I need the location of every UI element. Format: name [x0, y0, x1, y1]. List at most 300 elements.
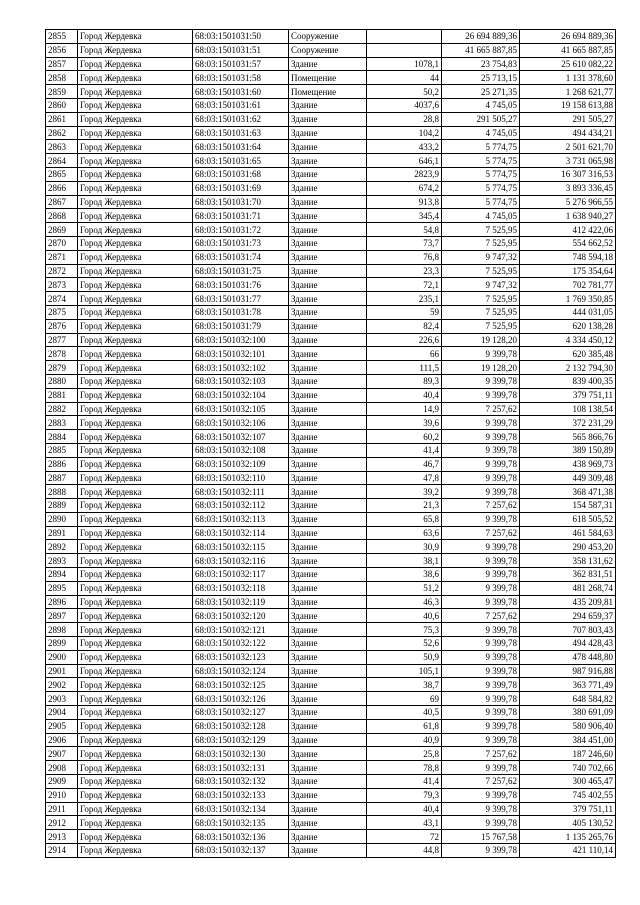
row-number-cell: 2898 [46, 623, 78, 637]
locality-cell: Город Жердевка [78, 195, 193, 209]
area-cell: 61,8 [367, 719, 442, 733]
cadastral-value-cell: 580 906,40 [520, 719, 616, 733]
table-row [46, 43, 616, 57]
row-number-cell: 2890 [46, 512, 78, 526]
table-row [46, 830, 616, 844]
object-type-cell: Здание [289, 305, 367, 319]
area-cell: 75,3 [367, 623, 442, 637]
object-type-cell: Здание [289, 678, 367, 692]
cadastral-number-cell: 68:03:1501032:101 [193, 347, 289, 361]
unit-value-cell: 25 713,15 [442, 71, 520, 85]
area-cell: 235,1 [367, 292, 442, 306]
cadastral-number-cell: 68:03:1501032:118 [193, 581, 289, 595]
locality-cell: Город Жердевка [78, 319, 193, 333]
cadastral-number-cell: 68:03:1501032:129 [193, 733, 289, 747]
area-cell: 646,1 [367, 154, 442, 168]
unit-value-cell: 9 399,78 [442, 347, 520, 361]
row-number-cell: 2911 [46, 802, 78, 816]
cadastral-number-cell: 68:03:1501032:125 [193, 678, 289, 692]
row-number-cell: 2864 [46, 154, 78, 168]
unit-value-cell: 23 754,83 [442, 57, 520, 71]
cadastral-value-cell: 2 501 621,70 [520, 140, 616, 154]
cadastral-value-cell: 25 610 082,22 [520, 57, 616, 71]
object-type-cell: Здание [289, 568, 367, 582]
cadastral-number-cell: 68:03:1501031:76 [193, 278, 289, 292]
locality-cell: Город Жердевка [78, 457, 193, 471]
table-row [46, 140, 616, 154]
locality-cell: Город Жердевка [78, 485, 193, 499]
object-type-cell: Здание [289, 457, 367, 471]
object-type-cell: Здание [289, 499, 367, 513]
locality-cell: Город Жердевка [78, 209, 193, 223]
cadastral-number-cell: 68:03:1501031:51 [193, 43, 289, 57]
object-type-cell: Здание [289, 623, 367, 637]
cadastral-number-cell: 68:03:1501032:133 [193, 788, 289, 802]
unit-value-cell: 9 399,78 [442, 678, 520, 692]
row-number-cell: 2885 [46, 443, 78, 457]
locality-cell: Город Жердевка [78, 692, 193, 706]
cadastral-number-cell: 68:03:1501032:100 [193, 333, 289, 347]
object-type-cell: Здание [289, 126, 367, 140]
unit-value-cell: 7 525,95 [442, 223, 520, 237]
object-type-cell: Здание [289, 512, 367, 526]
locality-cell: Город Жердевка [78, 581, 193, 595]
unit-value-cell: 9 399,78 [442, 733, 520, 747]
object-type-cell: Здание [289, 706, 367, 720]
unit-value-cell: 9 399,78 [442, 844, 520, 858]
row-number-cell: 2860 [46, 98, 78, 112]
cadastral-number-cell: 68:03:1501031:60 [193, 85, 289, 99]
cadastral-value-cell: 26 694 889,36 [520, 30, 616, 44]
area-cell: 39,6 [367, 416, 442, 430]
locality-cell: Город Жердевка [78, 761, 193, 775]
cadastral-number-cell: 68:03:1501032:126 [193, 692, 289, 706]
cadastral-number-cell: 68:03:1501032:135 [193, 816, 289, 830]
table-row [46, 788, 616, 802]
row-number-cell: 2872 [46, 264, 78, 278]
unit-value-cell: 5 774,75 [442, 167, 520, 181]
object-type-cell: Помещение [289, 71, 367, 85]
table-row [46, 581, 616, 595]
row-number-cell: 2903 [46, 692, 78, 706]
object-type-cell: Здание [289, 361, 367, 375]
cadastral-value-cell: 384 451,00 [520, 733, 616, 747]
table-row [46, 347, 616, 361]
cadastral-number-cell: 68:03:1501032:136 [193, 830, 289, 844]
area-cell: 46,3 [367, 595, 442, 609]
area-cell: 4037,6 [367, 98, 442, 112]
row-number-cell: 2893 [46, 554, 78, 568]
cadastral-value-cell: 421 110,14 [520, 844, 616, 858]
unit-value-cell: 7 257,62 [442, 747, 520, 761]
area-cell: 433,2 [367, 140, 442, 154]
table-row [46, 278, 616, 292]
cadastral-number-cell: 68:03:1501031:70 [193, 195, 289, 209]
object-type-cell: Здание [289, 181, 367, 195]
cadastral-value-cell: 380 691,09 [520, 706, 616, 720]
locality-cell: Город Жердевка [78, 250, 193, 264]
unit-value-cell: 9 399,78 [442, 664, 520, 678]
cadastral-value-cell: 294 659,37 [520, 609, 616, 623]
table-row [46, 775, 616, 789]
table-row [46, 650, 616, 664]
cadastral-number-cell: 68:03:1501031:73 [193, 236, 289, 250]
object-type-cell: Здание [289, 112, 367, 126]
table-row [46, 30, 616, 44]
cadastral-number-cell: 68:03:1501032:124 [193, 664, 289, 678]
cadastral-value-cell: 435 209,81 [520, 595, 616, 609]
unit-value-cell: 7 257,62 [442, 499, 520, 513]
unit-value-cell: 7 525,95 [442, 292, 520, 306]
unit-value-cell: 5 774,75 [442, 154, 520, 168]
cadastral-value-cell: 363 771,49 [520, 678, 616, 692]
cadastral-number-cell: 68:03:1501032:121 [193, 623, 289, 637]
table-row [46, 637, 616, 651]
object-type-cell: Здание [289, 57, 367, 71]
unit-value-cell: 4 745,05 [442, 209, 520, 223]
table-row [46, 112, 616, 126]
row-number-cell: 2879 [46, 361, 78, 375]
cadastral-number-cell: 68:03:1501032:111 [193, 485, 289, 499]
unit-value-cell: 9 747,32 [442, 250, 520, 264]
cadastral-number-cell: 68:03:1501032:113 [193, 512, 289, 526]
cadastral-value-cell: 707 803,43 [520, 623, 616, 637]
cadastral-value-cell: 449 309,48 [520, 471, 616, 485]
unit-value-cell: 9 399,78 [442, 540, 520, 554]
locality-cell: Город Жердевка [78, 650, 193, 664]
area-cell: 40,5 [367, 706, 442, 720]
table-row [46, 195, 616, 209]
object-type-cell: Здание [289, 802, 367, 816]
locality-cell: Город Жердевка [78, 816, 193, 830]
area-cell: 72,1 [367, 278, 442, 292]
locality-cell: Город Жердевка [78, 43, 193, 57]
cadastral-value-cell: 41 665 887,85 [520, 43, 616, 57]
area-cell: 59 [367, 305, 442, 319]
cadastral-value-cell: 2 132 794,30 [520, 361, 616, 375]
row-number-cell: 2894 [46, 568, 78, 582]
table-row [46, 485, 616, 499]
area-cell: 76,8 [367, 250, 442, 264]
row-number-cell: 2913 [46, 830, 78, 844]
cadastral-number-cell: 68:03:1501031:68 [193, 167, 289, 181]
cadastral-value-cell: 372 231,29 [520, 416, 616, 430]
table-row [46, 499, 616, 513]
area-cell: 72 [367, 830, 442, 844]
unit-value-cell: 9 399,78 [442, 650, 520, 664]
row-number-cell: 2908 [46, 761, 78, 775]
unit-value-cell: 4 745,05 [442, 98, 520, 112]
cadastral-value-cell: 3 893 336,45 [520, 181, 616, 195]
row-number-cell: 2902 [46, 678, 78, 692]
cadastral-value-cell: 565 866,76 [520, 430, 616, 444]
object-type-cell: Здание [289, 844, 367, 858]
area-cell: 65,8 [367, 512, 442, 526]
object-type-cell: Здание [289, 471, 367, 485]
area-cell: 78,8 [367, 761, 442, 775]
cadastral-value-cell: 461 584,63 [520, 526, 616, 540]
locality-cell: Город Жердевка [78, 85, 193, 99]
unit-value-cell: 9 399,78 [442, 719, 520, 733]
cadastral-value-cell: 389 150,89 [520, 443, 616, 457]
row-number-cell: 2859 [46, 85, 78, 99]
locality-cell: Город Жердевка [78, 540, 193, 554]
area-cell: 44,8 [367, 844, 442, 858]
locality-cell: Город Жердевка [78, 388, 193, 402]
area-cell: 345,4 [367, 209, 442, 223]
cadastral-value-cell: 175 354,64 [520, 264, 616, 278]
object-type-cell: Здание [289, 388, 367, 402]
cadastral-value-cell: 648 584,82 [520, 692, 616, 706]
area-cell [367, 43, 442, 57]
row-number-cell: 2900 [46, 650, 78, 664]
unit-value-cell: 25 271,35 [442, 85, 520, 99]
cadastral-number-cell: 68:03:1501032:110 [193, 471, 289, 485]
table-row [46, 57, 616, 71]
table-row [46, 236, 616, 250]
cadastral-number-cell: 68:03:1501032:108 [193, 443, 289, 457]
area-cell: 40,4 [367, 802, 442, 816]
cadastral-value-cell: 358 131,62 [520, 554, 616, 568]
unit-value-cell: 9 399,78 [442, 761, 520, 775]
area-cell: 43,1 [367, 816, 442, 830]
table-row [46, 250, 616, 264]
unit-value-cell: 9 399,78 [442, 388, 520, 402]
cadastral-value-cell: 494 428,43 [520, 637, 616, 651]
unit-value-cell: 19 128,20 [442, 333, 520, 347]
locality-cell: Город Жердевка [78, 57, 193, 71]
row-number-cell: 2857 [46, 57, 78, 71]
cadastral-value-cell: 1 131 378,60 [520, 71, 616, 85]
unit-value-cell: 9 399,78 [442, 788, 520, 802]
row-number-cell: 2869 [46, 223, 78, 237]
cadastral-value-cell: 291 505,27 [520, 112, 616, 126]
cadastral-number-cell: 68:03:1501031:50 [193, 30, 289, 44]
table-row [46, 98, 616, 112]
area-cell: 60,2 [367, 430, 442, 444]
cadastral-number-cell: 68:03:1501031:65 [193, 154, 289, 168]
cadastral-value-cell: 478 448,80 [520, 650, 616, 664]
cadastral-number-cell: 68:03:1501032:103 [193, 374, 289, 388]
locality-cell: Город Жердевка [78, 623, 193, 637]
locality-cell: Город Жердевка [78, 98, 193, 112]
area-cell: 66 [367, 347, 442, 361]
unit-value-cell: 9 399,78 [442, 692, 520, 706]
row-number-cell: 2858 [46, 71, 78, 85]
cadastral-value-cell: 745 402,55 [520, 788, 616, 802]
table-row [46, 292, 616, 306]
cadastral-number-cell: 68:03:1501031:58 [193, 71, 289, 85]
cadastral-number-cell: 68:03:1501031:78 [193, 305, 289, 319]
cadastral-value-cell: 412 422,06 [520, 223, 616, 237]
area-cell: 69 [367, 692, 442, 706]
object-type-cell: Здание [289, 195, 367, 209]
table-row [46, 747, 616, 761]
locality-cell: Город Жердевка [78, 609, 193, 623]
locality-cell: Город Жердевка [78, 181, 193, 195]
locality-cell: Город Жердевка [78, 402, 193, 416]
locality-cell: Город Жердевка [78, 664, 193, 678]
cadastral-value-cell: 368 471,38 [520, 485, 616, 499]
unit-value-cell: 7 525,95 [442, 305, 520, 319]
object-type-cell: Здание [289, 374, 367, 388]
row-number-cell: 2868 [46, 209, 78, 223]
cadastral-number-cell: 68:03:1501032:105 [193, 402, 289, 416]
unit-value-cell: 9 399,78 [442, 568, 520, 582]
table-body [46, 30, 616, 858]
cadastral-number-cell: 68:03:1501032:115 [193, 540, 289, 554]
area-cell: 38,6 [367, 568, 442, 582]
cadastral-value-cell: 494 434,21 [520, 126, 616, 140]
unit-value-cell: 9 399,78 [442, 802, 520, 816]
cadastral-value-cell: 1 135 265,76 [520, 830, 616, 844]
unit-value-cell: 7 525,95 [442, 319, 520, 333]
locality-cell: Город Жердевка [78, 430, 193, 444]
cadastral-number-cell: 68:03:1501031:77 [193, 292, 289, 306]
object-type-cell: Здание [289, 278, 367, 292]
cadastral-number-cell: 68:03:1501031:74 [193, 250, 289, 264]
area-cell: 47,8 [367, 471, 442, 485]
area-cell: 105,1 [367, 664, 442, 678]
cadastral-number-cell: 68:03:1501032:132 [193, 775, 289, 789]
unit-value-cell: 7 257,62 [442, 775, 520, 789]
locality-cell: Город Жердевка [78, 775, 193, 789]
locality-cell: Город Жердевка [78, 278, 193, 292]
row-number-cell: 2875 [46, 305, 78, 319]
table-row [46, 844, 616, 858]
row-number-cell: 2866 [46, 181, 78, 195]
table-row [46, 264, 616, 278]
object-type-cell: Здание [289, 830, 367, 844]
cadastral-number-cell: 68:03:1501031:71 [193, 209, 289, 223]
cadastral-number-cell: 68:03:1501032:119 [193, 595, 289, 609]
cadastral-number-cell: 68:03:1501032:107 [193, 430, 289, 444]
unit-value-cell: 7 525,95 [442, 236, 520, 250]
row-number-cell: 2856 [46, 43, 78, 57]
object-type-cell: Здание [289, 485, 367, 499]
locality-cell: Город Жердевка [78, 236, 193, 250]
cadastral-value-cell: 16 307 316,53 [520, 167, 616, 181]
locality-cell: Город Жердевка [78, 71, 193, 85]
object-type-cell: Здание [289, 775, 367, 789]
cadastral-value-cell: 300 465,47 [520, 775, 616, 789]
unit-value-cell: 7 257,62 [442, 526, 520, 540]
object-type-cell: Здание [289, 650, 367, 664]
area-cell: 1078,1 [367, 57, 442, 71]
cadastral-number-cell: 68:03:1501032:116 [193, 554, 289, 568]
cadastral-number-cell: 68:03:1501032:122 [193, 637, 289, 651]
table-row [46, 554, 616, 568]
cadastral-value-cell: 740 702,66 [520, 761, 616, 775]
row-number-cell: 2855 [46, 30, 78, 44]
area-cell: 50,9 [367, 650, 442, 664]
table-row [46, 85, 616, 99]
area-cell: 21,3 [367, 499, 442, 513]
locality-cell: Город Жердевка [78, 844, 193, 858]
cadastral-value-cell: 154 587,31 [520, 499, 616, 513]
cadastral-value-cell: 1 638 940,27 [520, 209, 616, 223]
unit-value-cell: 9 399,78 [442, 623, 520, 637]
object-type-cell: Здание [289, 223, 367, 237]
unit-value-cell: 9 399,78 [442, 637, 520, 651]
cadastral-number-cell: 68:03:1501031:72 [193, 223, 289, 237]
table-row [46, 181, 616, 195]
table-row [46, 512, 616, 526]
locality-cell: Город Жердевка [78, 374, 193, 388]
object-type-cell: Здание [289, 154, 367, 168]
cadastral-number-cell: 68:03:1501031:63 [193, 126, 289, 140]
row-number-cell: 2878 [46, 347, 78, 361]
row-number-cell: 2906 [46, 733, 78, 747]
object-type-cell: Здание [289, 788, 367, 802]
cadastral-number-cell: 68:03:1501032:127 [193, 706, 289, 720]
cadastral-number-cell: 68:03:1501032:120 [193, 609, 289, 623]
locality-cell: Город Жердевка [78, 167, 193, 181]
unit-value-cell: 41 665 887,85 [442, 43, 520, 57]
area-cell: 23,3 [367, 264, 442, 278]
unit-value-cell: 9 399,78 [442, 471, 520, 485]
row-number-cell: 2897 [46, 609, 78, 623]
locality-cell: Город Жердевка [78, 595, 193, 609]
object-type-cell: Здание [289, 637, 367, 651]
row-number-cell: 2863 [46, 140, 78, 154]
cadastral-value-cell: 438 969,73 [520, 457, 616, 471]
locality-cell: Город Жердевка [78, 30, 193, 44]
cadastral-number-cell: 68:03:1501032:117 [193, 568, 289, 582]
locality-cell: Город Жердевка [78, 140, 193, 154]
unit-value-cell: 9 399,78 [442, 595, 520, 609]
area-cell: 14,9 [367, 402, 442, 416]
cadastral-number-cell: 68:03:1501031:62 [193, 112, 289, 126]
object-type-cell: Здание [289, 719, 367, 733]
table-row [46, 223, 616, 237]
table-row [46, 609, 616, 623]
table-row [46, 209, 616, 223]
row-number-cell: 2887 [46, 471, 78, 485]
table-row [46, 664, 616, 678]
table-row [46, 305, 616, 319]
cadastral-number-cell: 68:03:1501031:69 [193, 181, 289, 195]
locality-cell: Город Жердевка [78, 568, 193, 582]
row-number-cell: 2910 [46, 788, 78, 802]
cadastral-value-cell: 1 268 621,77 [520, 85, 616, 99]
cadastral-value-cell: 620 385,48 [520, 347, 616, 361]
area-cell: 674,2 [367, 181, 442, 195]
unit-value-cell: 9 399,78 [442, 430, 520, 444]
unit-value-cell: 7 525,95 [442, 264, 520, 278]
row-number-cell: 2888 [46, 485, 78, 499]
area-cell: 46,7 [367, 457, 442, 471]
object-type-cell: Сооружение [289, 43, 367, 57]
table-row [46, 761, 616, 775]
unit-value-cell: 5 774,75 [442, 181, 520, 195]
row-number-cell: 2876 [46, 319, 78, 333]
unit-value-cell: 9 399,78 [442, 374, 520, 388]
unit-value-cell: 9 399,78 [442, 512, 520, 526]
row-number-cell: 2883 [46, 416, 78, 430]
row-number-cell: 2914 [46, 844, 78, 858]
object-type-cell: Здание [289, 264, 367, 278]
unit-value-cell: 291 505,27 [442, 112, 520, 126]
cadastral-number-cell: 68:03:1501032:109 [193, 457, 289, 471]
object-type-cell: Здание [289, 416, 367, 430]
cadastral-value-cell: 620 138,28 [520, 319, 616, 333]
cadastral-value-cell: 108 138,54 [520, 402, 616, 416]
cadastral-value-cell: 362 831,51 [520, 568, 616, 582]
row-number-cell: 2880 [46, 374, 78, 388]
locality-cell: Город Жердевка [78, 361, 193, 375]
object-type-cell: Здание [289, 250, 367, 264]
